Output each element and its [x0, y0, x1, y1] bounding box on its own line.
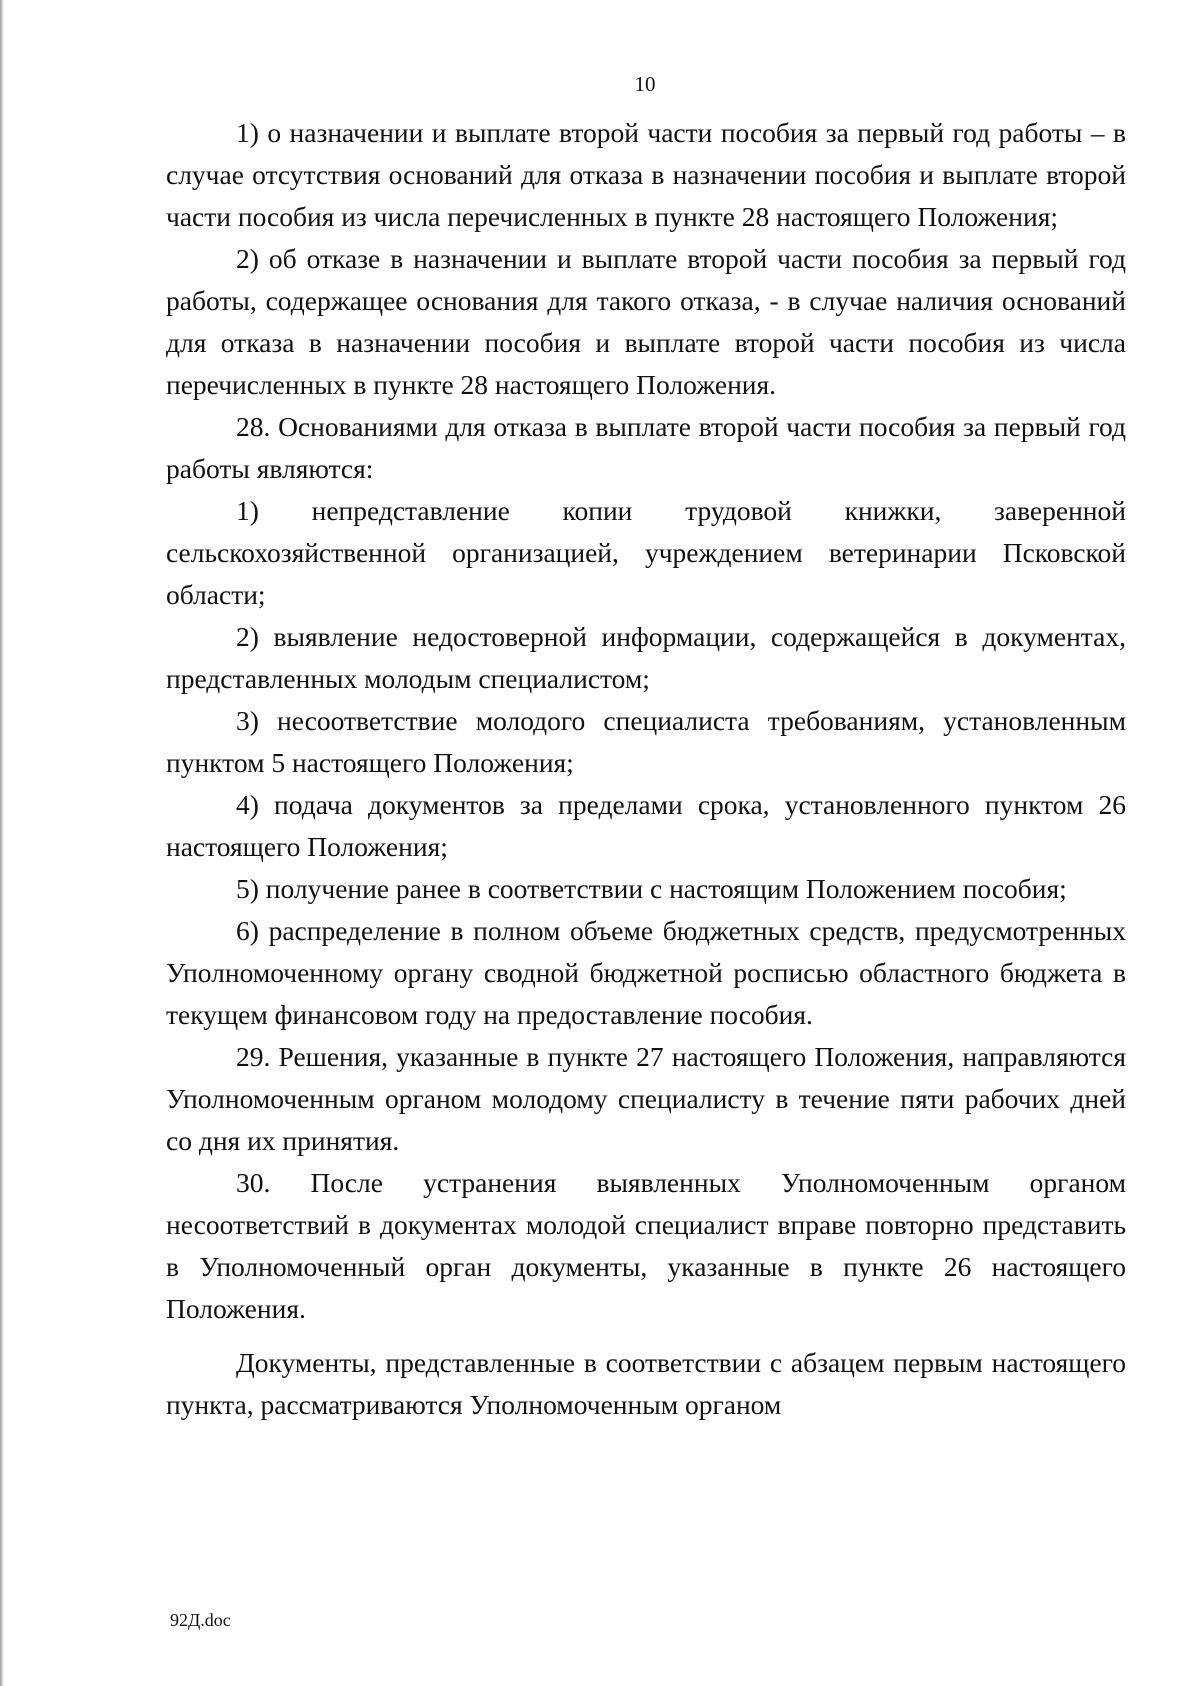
footer-filename: 92Д.doc [170, 1610, 231, 1630]
paragraph-decision-assign: 1) о назначении и выплате второй части пособия за первый год работы – в случае отсутствия оснований для отказа в назначении пособия и выплате второй части пособия из числа перечисленных в пункте 28 настоящего Положения; [166, 117, 1126, 232]
paragraph-refusal-reason-3: 3) несоответствие молодого специалиста требованиям, установленным пунктом 5 настоящего Положения; [166, 705, 1126, 778]
paragraph-item-28: 28. Основаниями для отказа в выплате второй части пособия за первый год работы являются: [166, 411, 1126, 484]
paragraph-item-29: 29. Решения, указанные в пункте 27 настоящего Положения, направляются Уполномоченным органом молодому специалисту в течение пяти рабочих дней со дня их принятия. [166, 1041, 1126, 1156]
scan-edge [0, 0, 4, 1686]
paragraph-decision-refuse: 2) об отказе в назначении и выплате второй части пособия за первый год работы, содержащее основания для такого отказа, - в случае наличия оснований для отказа в назначении пособия и выплате второй части пособия из числа перечисленных в пункте 28 настоящего Положения. [166, 243, 1126, 400]
paragraph-refusal-reason-6: 6) распределение в полном объеме бюджетных средств, предусмотренных Уполномоченному органу сводной бюджетной росписью областного бюджета в текущем финансовом году на предоставление пособия. [166, 915, 1126, 1030]
paragraph-refusal-reason-1: 1) непредставление копии трудовой книжки, заверенной сельскохозяйственной организацией, учреждением ветеринарии Псковской области; [166, 495, 1126, 610]
paragraph-refusal-reason-4: 4) подача документов за пределами срока, установленного пунктом 26 настоящего Положения; [166, 789, 1126, 862]
paragraph-refusal-reason-5: 5) получение ранее в соответствии с настоящим Положением пособия; [236, 873, 1067, 904]
paragraph-item-30: 30. После устранения выявленных Уполномоченным органом несоответствий в документах молодой специалист вправе повторно представить в Уполномоченный орган документы, указанные в пункте 26 настоящего Положения. [166, 1167, 1126, 1324]
paragraph-resubmitted-documents: Документы, представленные в соответствии с абзацем первым настоящего пункта, рассматриваются Уполномоченным органом [166, 1347, 1126, 1420]
paragraph-refusal-reason-2: 2) выявление недостоверной информации, содержащейся в документах, представленных молодым специалистом; [166, 621, 1126, 694]
document-body [166, 112, 1126, 1426]
page-number: 10 [634, 72, 656, 96]
